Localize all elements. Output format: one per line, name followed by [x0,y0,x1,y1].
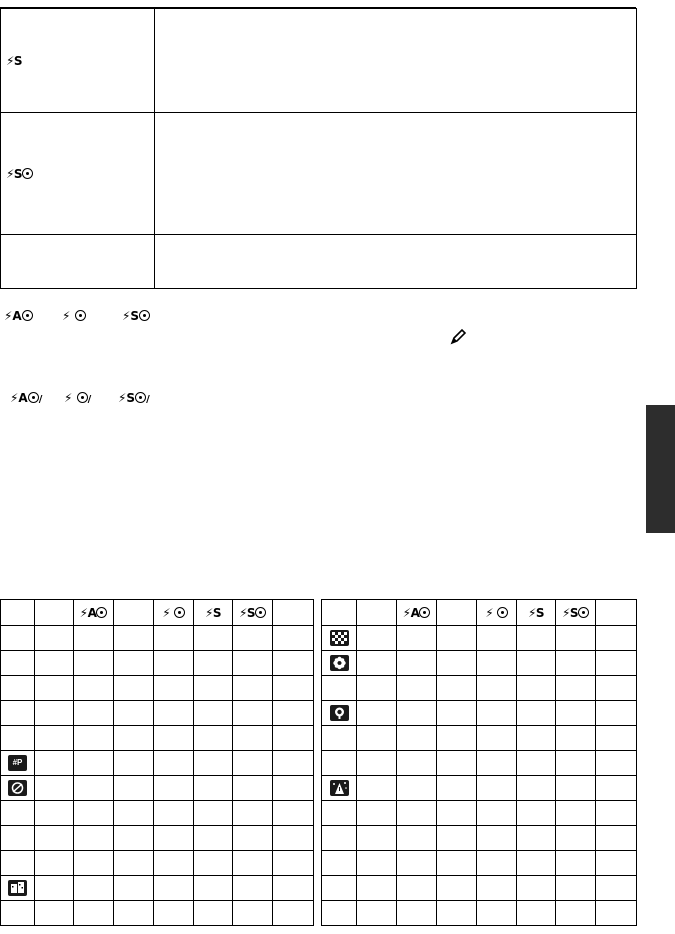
pencil-icon [448,327,468,347]
table-cell [322,776,357,801]
table-cell [477,876,517,901]
table-cell [154,901,194,926]
table-cell [357,776,397,801]
table-cell [35,801,74,826]
table-cell [397,626,437,651]
table-cell [556,801,596,826]
table-cell [273,826,314,851]
table-cell [397,676,437,701]
table-cell [35,600,74,626]
note-line-1-icons [4,309,33,323]
table-cell [357,651,397,676]
table-cell [154,776,194,801]
flash-on-redeye-correction-icon: ⚡ / [64,391,92,405]
table-cell [556,701,596,726]
table-cell [1,826,35,851]
table-cell [397,726,437,751]
table-cell [397,876,437,901]
table-cell [477,776,517,801]
eye-icon [77,392,88,403]
table-cell [154,801,194,826]
table-cell [74,626,114,651]
table-cell [114,751,154,776]
table-cell [273,701,314,726]
table-cell [273,726,314,751]
table-cell [1,776,35,801]
table-cell [397,826,437,851]
table-row [1,751,314,776]
table-cell [114,676,154,701]
table-cell [154,701,194,726]
table-cell [556,626,596,651]
eye-icon [255,607,266,618]
table-cell [114,651,154,676]
table-cell [477,826,517,851]
table-cell [596,701,637,726]
table-cell [517,776,556,801]
table-cell [35,826,74,851]
table-cell [233,826,273,851]
scene-p-icon: #P [8,755,27,771]
table-cell [517,701,556,726]
table-cell [517,851,556,876]
table-cell [437,626,477,651]
table-row [322,826,637,851]
table-cell [322,676,357,701]
table-cell [273,776,314,801]
eye-icon [96,607,107,618]
table-cell [357,826,397,851]
scene-building-icon [8,880,27,896]
table-cell [437,726,477,751]
table-cell [154,626,194,651]
table-cell [322,751,357,776]
table-cell [114,851,154,876]
table-cell [517,626,556,651]
table-cell [233,776,273,801]
flash-slow-sync-icon: ⚡S [194,600,233,626]
table-cell [194,876,233,901]
table-cell [437,826,477,851]
mode-row-blank [1,235,637,289]
flash-slow-redeye-correction-icon: ⚡S / [118,391,150,405]
table-cell [437,701,477,726]
eye-icon [139,310,150,321]
table-cell [35,701,74,726]
table-cell [233,626,273,651]
table-cell [114,901,154,926]
table-cell [596,851,637,876]
table-cell [154,726,194,751]
table-cell [437,901,477,926]
flash-slow-redeye-icon: ⚡S [233,600,273,626]
table-cell [517,751,556,776]
table-cell [35,751,74,776]
flash-slow-sync-redeye-icon: ⚡S [6,167,33,181]
table-cell [114,776,154,801]
table-cell [1,901,35,926]
table-cell [114,801,154,826]
table-cell [233,851,273,876]
table-cell [477,751,517,776]
table-cell [74,651,114,676]
table-cell [322,701,357,726]
flash-availability-table-right [321,599,637,926]
table-cell [357,876,397,901]
flash-auto-redeye-correction-icon: ⚡A / [10,391,43,405]
table-cell [357,901,397,926]
table-cell [74,901,114,926]
table-cell [273,901,314,926]
flash-on-redeye-icon: ⚡ [477,600,517,626]
table-cell [477,701,517,726]
flash-slow-redeye-icon: ⚡S [122,309,150,323]
table-row [322,876,637,901]
table-cell [194,826,233,851]
table-row [322,801,637,826]
table-cell [233,901,273,926]
table-header-row [322,600,637,626]
table-cell [35,676,74,701]
table-cell [437,776,477,801]
table-cell [35,776,74,801]
table-row [1,901,314,926]
table-cell [556,651,596,676]
table-cell [194,901,233,926]
table-cell [273,876,314,901]
eye-icon [28,392,39,403]
table-cell [194,626,233,651]
flash-slow-sync-icon: ⚡S [517,600,556,626]
table-row [322,901,637,926]
table-cell [556,676,596,701]
table-cell [273,751,314,776]
scene-portrait-icon [330,705,349,721]
table-cell [154,876,194,901]
table-cell [233,726,273,751]
table-cell [194,751,233,776]
scene-cd-icon [8,780,27,796]
table-cell [556,726,596,751]
mode-description [155,113,637,235]
table-cell [194,651,233,676]
table-cell [194,851,233,876]
table-cell [517,826,556,851]
flash-slow-sync-icon: ⚡S [6,53,23,68]
table-cell [397,901,437,926]
table-cell [114,626,154,651]
table-cell [273,676,314,701]
table-cell [233,676,273,701]
table-row [1,851,314,876]
table-cell [1,626,35,651]
table-row [1,826,314,851]
table-cell [322,651,357,676]
table-cell [596,676,637,701]
table-cell [74,826,114,851]
table-cell [596,751,637,776]
table-cell [1,801,35,826]
table-cell [477,676,517,701]
table-cell [35,726,74,751]
table-row [322,851,637,876]
table-cell [517,726,556,751]
mode-row-slow-sync-redeye [1,113,637,235]
table-cell [233,651,273,676]
table-cell [273,801,314,826]
table-row [1,676,314,701]
table-cell [477,726,517,751]
table-cell [74,751,114,776]
table-cell [194,801,233,826]
table-cell [477,626,517,651]
table-cell [437,751,477,776]
scene-starry-icon [330,780,349,796]
table-row [322,626,637,651]
table-cell [357,851,397,876]
table-cell [1,876,35,901]
table-row [1,801,314,826]
table-row [322,651,637,676]
table-cell [1,701,35,726]
table-cell [397,651,437,676]
table-cell [322,626,357,651]
table-row [1,651,314,676]
eye-icon [578,607,589,618]
table-cell [74,701,114,726]
table-row [1,726,314,751]
table-cell [477,651,517,676]
mode-description [155,9,637,113]
table-cell [437,676,477,701]
scene-flower-icon [330,655,349,671]
eye-icon [419,607,430,618]
table-cell [35,851,74,876]
table-cell [357,701,397,726]
table-cell [517,801,556,826]
table-cell [556,876,596,901]
table-cell [154,851,194,876]
table-cell [397,701,437,726]
table-cell [1,851,35,876]
table-cell [114,701,154,726]
table-cell [596,651,637,676]
table-cell [1,651,35,676]
section-side-tab [646,405,675,533]
flash-slow-redeye-icon: ⚡S [556,600,596,626]
table-cell [154,651,194,676]
table-cell [517,876,556,901]
eye-icon [497,607,508,618]
table-cell [233,876,273,901]
eye-icon [174,607,185,618]
table-row [322,676,637,701]
flash-auto-redeye-icon: ⚡A [4,309,33,323]
eye-icon [22,310,33,321]
table-cell [114,876,154,901]
table-cell [437,600,477,626]
table-cell [273,651,314,676]
table-cell [154,826,194,851]
table-cell [194,776,233,801]
table-header-row [1,600,314,626]
table-cell [556,776,596,801]
table-cell [154,676,194,701]
table-row [322,776,637,801]
table-cell [1,600,35,626]
table-cell [273,600,314,626]
table-cell [194,701,233,726]
table-cell [322,600,357,626]
flash-availability-table-left [0,599,314,926]
table-cell [194,726,233,751]
table-cell [114,600,154,626]
table-cell [1,726,35,751]
table-cell [556,751,596,776]
table-cell [357,676,397,701]
table-row [322,701,637,726]
table-row [1,876,314,901]
mode-row-slow-sync [1,9,637,113]
table-cell [74,726,114,751]
table-cell [437,651,477,676]
table-cell [273,626,314,651]
table-cell [154,751,194,776]
table-cell [596,826,637,851]
table-cell [477,901,517,926]
table-cell [357,726,397,751]
table-cell [322,901,357,926]
table-cell [596,626,637,651]
table-row [1,626,314,651]
table-cell [556,901,596,926]
table-cell [74,876,114,901]
table-cell [322,826,357,851]
table-cell [74,801,114,826]
table-cell [517,651,556,676]
table-cell [517,676,556,701]
table-cell [397,801,437,826]
table-cell [114,726,154,751]
table-cell [233,701,273,726]
table-cell [397,776,437,801]
table-cell [35,651,74,676]
table-cell [397,851,437,876]
table-cell [322,851,357,876]
flash-auto-redeye-icon: ⚡A [397,600,437,626]
table-cell [357,751,397,776]
table-cell [517,901,556,926]
table-cell [357,801,397,826]
table-cell [322,726,357,751]
table-cell [477,801,517,826]
table-cell [1,676,35,701]
table-cell [596,801,637,826]
table-cell [35,626,74,651]
mode-description [155,235,637,289]
table-cell [194,676,233,701]
eye-icon [75,310,86,321]
table-row [322,751,637,776]
scene-checker-icon [330,630,349,646]
table-cell [322,801,357,826]
table-row [322,726,637,751]
table-cell [437,801,477,826]
table-cell [556,851,596,876]
table-cell [357,626,397,651]
flash-on-redeye-icon: ⚡ [154,600,194,626]
table-cell [596,876,637,901]
table-cell [74,676,114,701]
table-row [1,776,314,801]
table-cell [596,901,637,926]
table-cell [233,751,273,776]
table-cell [74,851,114,876]
table-cell [233,801,273,826]
table-cell [596,776,637,801]
eye-icon [22,168,33,179]
eye-icon [135,392,146,403]
table-cell [437,876,477,901]
table-cell [437,851,477,876]
flash-on-redeye-icon: ⚡ [62,309,86,323]
flash-mode-table [0,8,637,289]
table-cell [596,600,637,626]
table-cell [357,600,397,626]
table-cell [556,826,596,851]
table-cell [322,876,357,901]
table-cell [596,726,637,751]
table-cell [35,901,74,926]
table-cell [273,851,314,876]
table-cell [35,876,74,901]
table-row [1,701,314,726]
table-cell [114,826,154,851]
table-cell [397,751,437,776]
table-cell [1,751,35,776]
table-cell [74,776,114,801]
table-cell [477,851,517,876]
flash-auto-redeye-icon: ⚡A [74,600,114,626]
